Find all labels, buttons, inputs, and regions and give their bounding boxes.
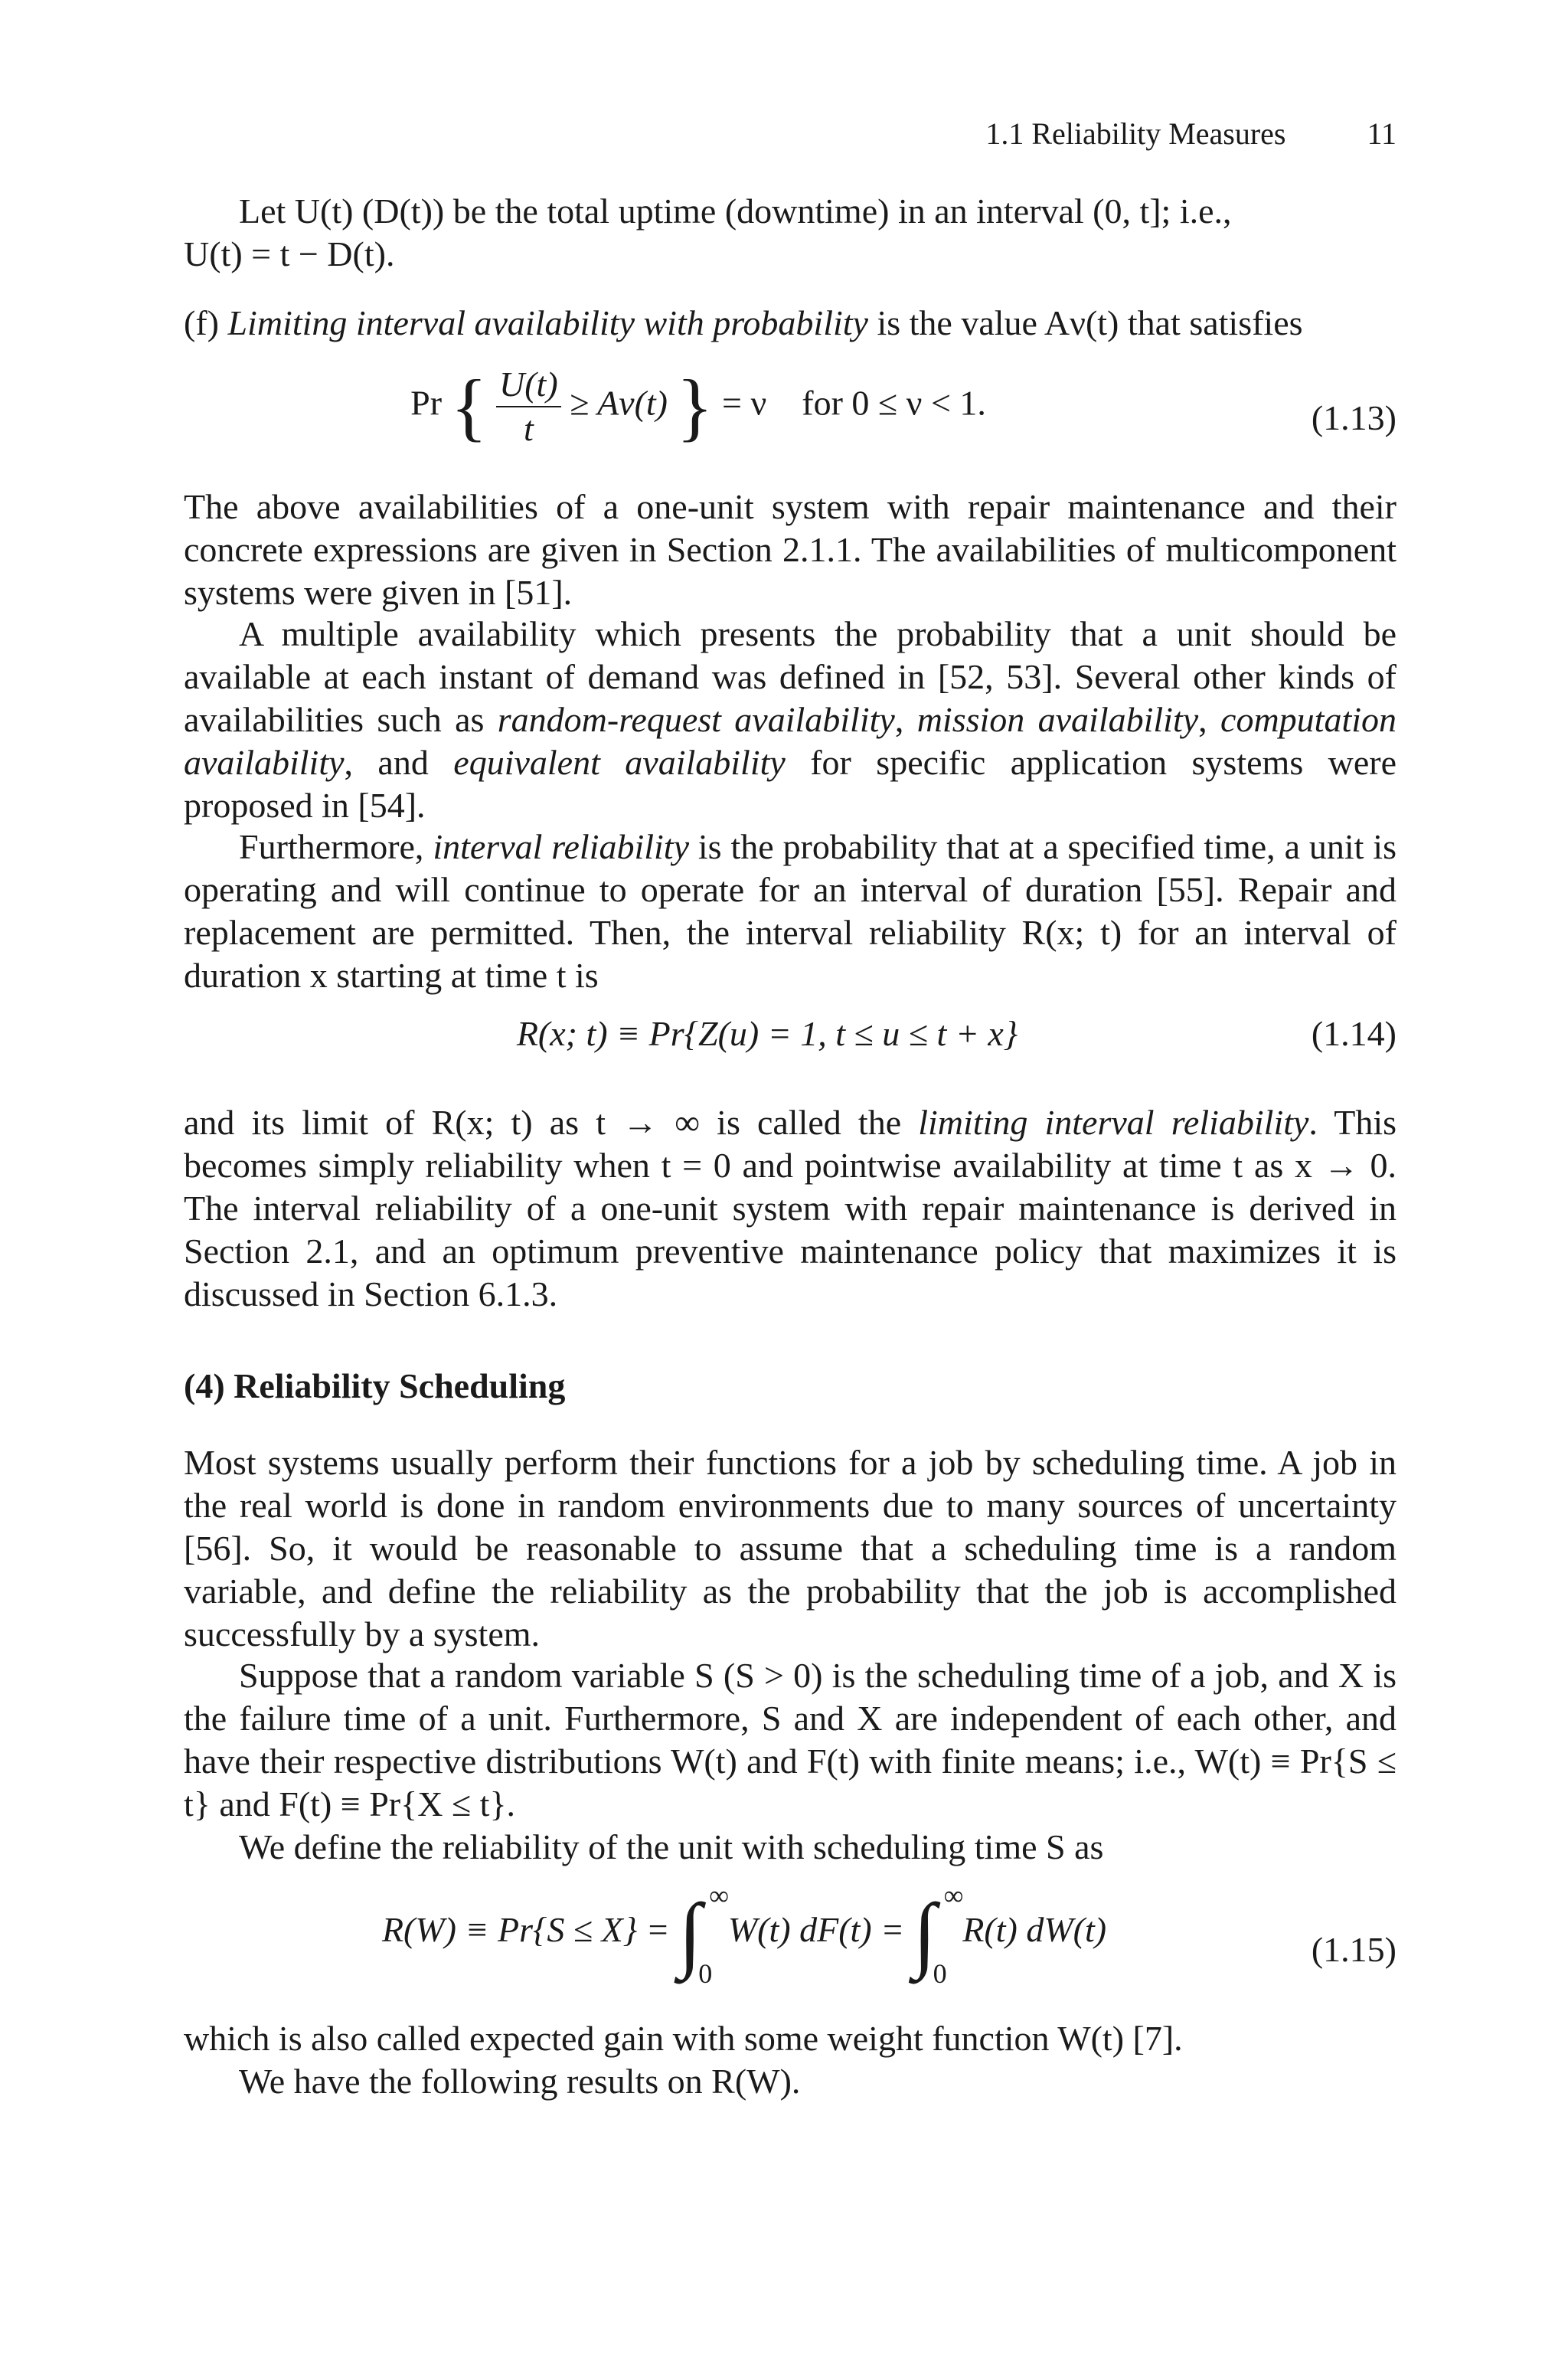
left-brace: {: [450, 364, 488, 449]
equation-number-1-15: (1.15): [1311, 1930, 1396, 1969]
eq13-rhs: ≥ Aν(t): [570, 383, 668, 423]
equation-1-13-formula: [92, 363, 1305, 450]
eq15-lhs: R(W) ≡ Pr{S ≤ X} =: [381, 1910, 670, 1949]
limit-a: and its limit of R(x; t) as t → ∞ is called the: [184, 1103, 919, 1142]
equation-number-1-14: (1.14): [1311, 1014, 1396, 1053]
term-equivalent: equivalent availability: [453, 743, 786, 782]
eq13-numerator: U(t): [496, 363, 561, 407]
above-text: The above availabilities of a one-unit system with repair maintenance and their concrete expressions are given in Section 2.1.1. The availabilities of multicomponent systems were given in [51].: [184, 487, 1396, 612]
define-text: We define the reliability of the unit with scheduling time S as: [239, 1827, 1104, 1866]
term-interval-reliability: interval reliability: [433, 827, 689, 866]
eq13-pr: Pr: [410, 383, 443, 423]
paragraph-interval: [184, 826, 1396, 997]
equation-1-15: [184, 1880, 1396, 2000]
item-f-rest: is the value Aν(t) that satisfies: [867, 303, 1303, 342]
term-limiting-interval: limiting interval reliability: [918, 1103, 1309, 1142]
paragraph-which: [184, 2017, 1396, 2103]
int2-upper: ∞: [943, 1880, 964, 1912]
uptime-line-1: Let U(t) (D(t)) be the total uptime (downtime) in an interval (0, t]; i.e.,: [239, 191, 1232, 231]
running-header: [985, 115, 1396, 153]
most-text: Most systems usually perform their functions for a job by scheduling time. A job in the real world is done in random environments due to many sources of uncertainty [56]. So, it would be reasonable to assume that a scheduling time is a random variable, and define the reliability as the probability that the job is accomplished successfully by a system.: [184, 1443, 1396, 1653]
int1-upper: ∞: [709, 1880, 729, 1912]
int1-lower: 0: [698, 1958, 713, 1990]
multiple-text: [184, 613, 1396, 827]
multiple-b: ,: [894, 700, 917, 739]
term-computation: computation availability: [184, 700, 1397, 782]
eq15-int1-body: W(t) dF(t) =: [727, 1910, 905, 1949]
term-random-request: random-request availability: [497, 700, 895, 739]
integral-2: ∫ ∞ 0: [913, 1880, 964, 1990]
paragraph-define: [184, 1826, 1396, 1869]
paragraph-above: [184, 486, 1396, 614]
multiple-d: , and: [344, 743, 454, 782]
limit-text: [184, 1101, 1396, 1316]
paragraph-multiple: [184, 613, 1396, 827]
paragraph-suppose: [184, 1654, 1396, 1826]
suppose-text: Suppose that a random variable S (S > 0) is the scheduling time of a job, and X is the failure time of a unit. Furthermore, S and X are independent of each other, and have their respective distributions W(t) and F(t) with finite means; i.e., W(t) ≡ Pr{S ≤ t} and F(t) ≡ Pr{X ≤ t}.: [184, 1656, 1396, 1823]
int2-lower: 0: [933, 1958, 947, 1990]
uptime-line-2: U(t) = t − D(t).: [184, 234, 395, 273]
right-brace: }: [676, 364, 714, 449]
eq13-condition: for 0 ≤ ν < 1.: [802, 383, 986, 423]
eq13-denominator: t: [523, 409, 534, 448]
eq13-fraction: [496, 363, 561, 450]
book-page: [184, 0, 1396, 2368]
paragraph-most: [184, 1441, 1396, 1656]
page-number: 11: [1367, 116, 1396, 151]
equation-number-1-13: (1.13): [1311, 398, 1396, 437]
term-mission: mission availability: [916, 700, 1199, 739]
paragraph-uptime: [184, 190, 1396, 276]
interval-b: is the probability that at a specified time, a unit is operating and will continue to operate for an interval of duration [55]. Repair and replacement are permitted. Then, the interval reliability R(x; t) for an interval of duration x starting at time t is: [184, 827, 1396, 995]
multiple-e: for specific application systems were proposed in [54].: [184, 743, 1397, 825]
equation-1-13: [184, 363, 1396, 470]
item-f-text: [184, 302, 1396, 345]
paragraph-limit: [184, 1101, 1396, 1316]
equation-1-14: [184, 1012, 1396, 1074]
results-text: We have the following results on R(W).: [239, 2062, 801, 2101]
subsection-heading: (4) Reliability Scheduling: [184, 1366, 566, 1405]
list-item-f: [184, 302, 1396, 345]
item-f-label: (f): [184, 303, 219, 342]
multiple-c: ,: [1198, 700, 1221, 739]
limit-b: . This becomes simply reliability when t = 0 and pointwise availability at time t as x → 0. The interval reliability of a one-unit system with repair maintenance is derived in Section 2.1, and an optimum preventive maintenance policy that maximizes it is discussed in Section 6.1.3.: [184, 1103, 1396, 1313]
header-section-title: 1.1 Reliability Measures: [985, 116, 1286, 151]
which-text: which is also called expected gain with some weight function W(t) [7].: [184, 2019, 1183, 2058]
eq13-equals: = ν: [722, 383, 767, 423]
integral-1: ∫ ∞ 0: [678, 1880, 729, 1990]
eq15-int2-body: R(t) dW(t): [962, 1910, 1107, 1949]
interval-a: Furthermore,: [239, 827, 433, 866]
multiple-a: A multiple availability which presents the probability that a unit should be available at each instant of demand was defined in [52, 53]. Several other kinds of availabilities such as: [184, 614, 1396, 739]
equation-1-14-formula: R(x; t) ≡ Pr{Z(u) = 1, t ≤ u ≤ t + x}: [516, 1014, 1018, 1053]
interval-text: [184, 826, 1396, 997]
equation-1-15-formula: [138, 1880, 1351, 1990]
item-f-term: Limiting interval availability with probability: [227, 303, 868, 342]
